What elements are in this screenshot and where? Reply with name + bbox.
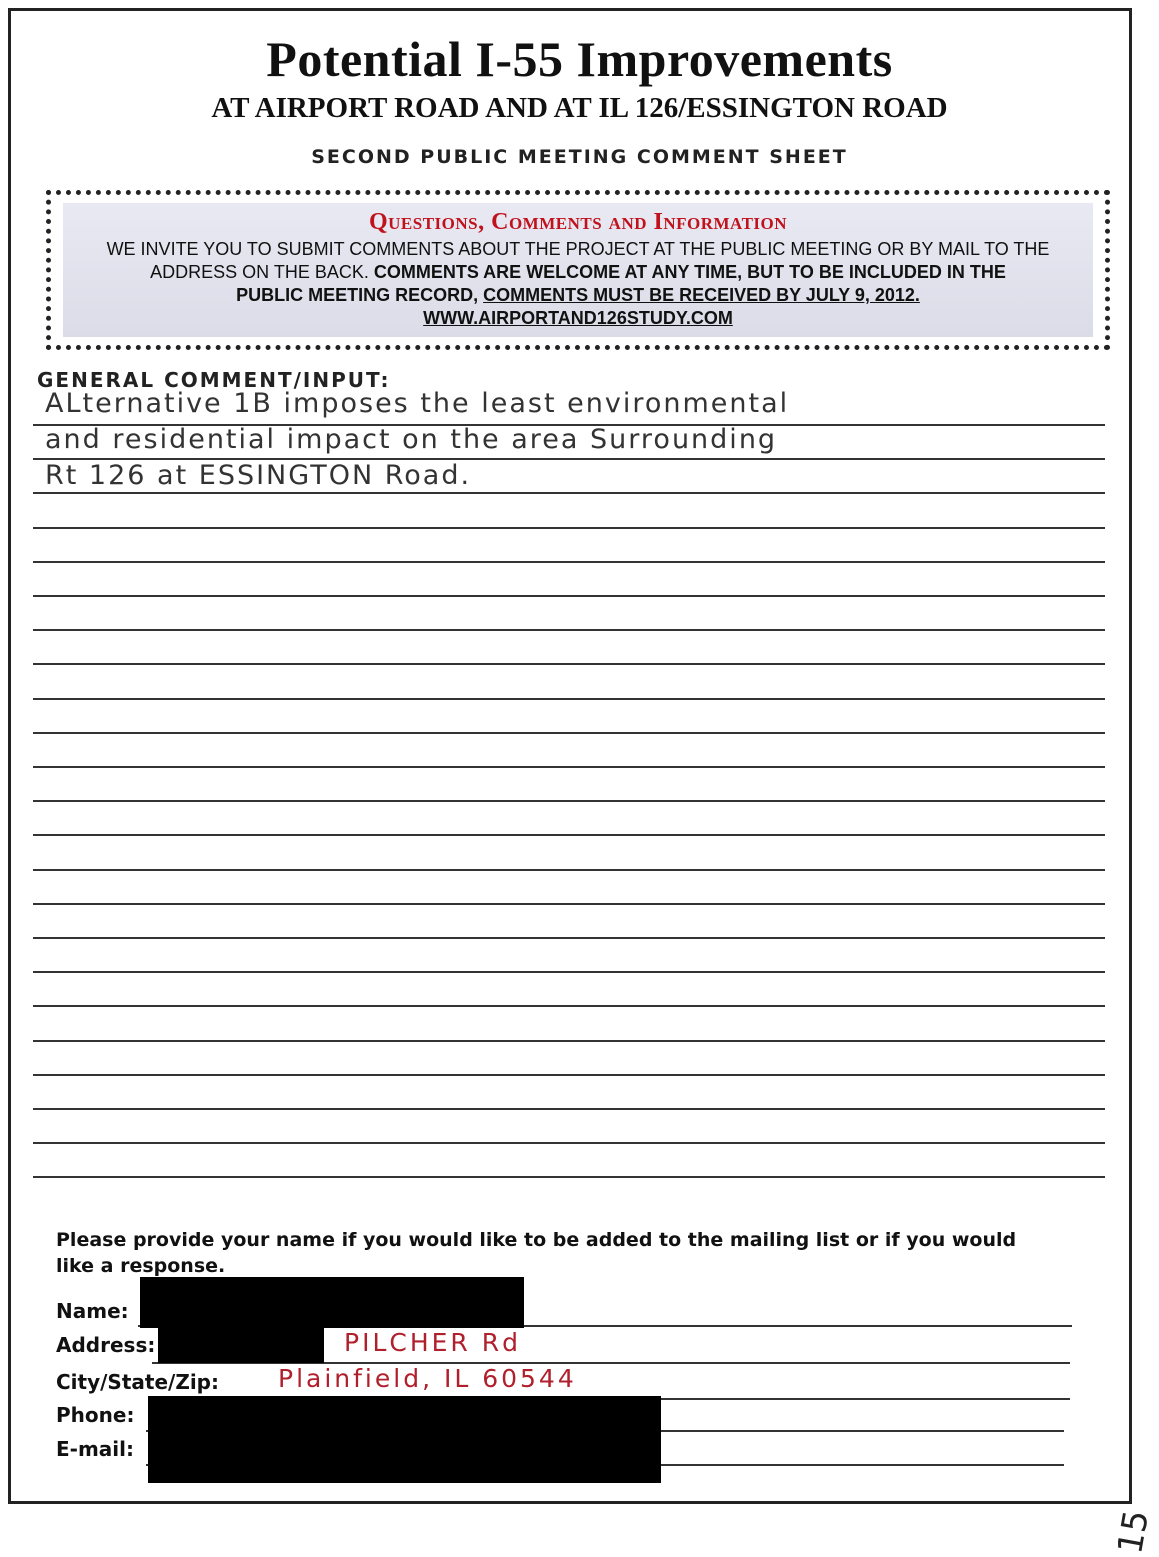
comment-line-1: ALternative 1B imposes the least environmental — [45, 388, 790, 419]
comment-rule — [33, 732, 1105, 734]
comment-rule — [33, 971, 1105, 973]
info-box — [46, 190, 1110, 350]
info-heading: Questions, Comments and Information — [368, 209, 788, 235]
sheet-label: SECOND PUBLIC MEETING COMMENT SHEET — [311, 146, 848, 168]
page-subtitle: AT AIRPORT ROAD AND AT IL 126/ESSINGTON ROAD — [211, 92, 948, 124]
address-label: Address: — [56, 1333, 156, 1357]
comment-rule — [33, 698, 1105, 700]
page-number: 15 — [1110, 1507, 1158, 1557]
info-text — [71, 238, 1085, 330]
comment-rule — [33, 424, 1105, 426]
info-line-2 — [71, 261, 1085, 284]
comment-rule — [33, 800, 1105, 802]
page-title: Potential I-55 Improvements — [266, 31, 893, 87]
comment-rule — [33, 527, 1105, 529]
comment-rule — [33, 834, 1105, 836]
address-value: PILCHER Rd — [344, 1328, 521, 1357]
comment-line-3: Rt 126 at ESSINGTON Road. — [45, 460, 472, 491]
info-line-2a: ADDRESS ON THE BACK. — [150, 262, 369, 282]
info-line-2b: COMMENTS ARE WELCOME AT ANY TIME, BUT TO BE INCLUDED IN THE — [373, 262, 1006, 282]
general-comment-label: GENERAL COMMENT/INPUT: — [37, 368, 391, 392]
comment-rule — [33, 869, 1105, 871]
comment-rule — [33, 1005, 1105, 1007]
comment-rule — [33, 1176, 1105, 1178]
comment-rule — [33, 1142, 1105, 1144]
comment-rule — [33, 1108, 1105, 1110]
mailing-list-note: Please provide your name if you would like to be added to the mailing list or if you would like a response. — [56, 1229, 1017, 1277]
name-label: Name: — [56, 1299, 129, 1323]
comment-rule — [33, 595, 1105, 597]
info-line-1: WE INVITE YOU TO SUBMIT COMMENTS ABOUT THE PROJECT AT THE PUBLIC MEETING OR BY MAIL TO THE — [106, 239, 1050, 259]
comment-rule — [33, 903, 1105, 905]
redaction-phone-email — [148, 1396, 661, 1483]
phone-label: Phone: — [56, 1403, 135, 1427]
comment-rule — [33, 458, 1105, 460]
comment-rule — [33, 937, 1105, 939]
comment-rule — [33, 561, 1105, 563]
info-url-link[interactable]: WWW.AIRPORTAND126STUDY.COM — [423, 308, 733, 328]
city-state-zip-label: City/State/Zip: — [56, 1370, 219, 1394]
comment-rule — [33, 1040, 1105, 1042]
comment-rule — [33, 663, 1105, 665]
city-state-zip-value: Plainfield, IL 60544 — [278, 1364, 577, 1393]
comment-rule — [33, 629, 1105, 631]
info-deadline: COMMENTS MUST BE RECEIVED BY JULY 9, 2012. — [483, 285, 920, 305]
info-content — [71, 209, 1085, 330]
comment-rule — [33, 492, 1105, 494]
redaction-address — [158, 1326, 324, 1363]
email-label: E-mail: — [56, 1437, 135, 1461]
redaction-name — [140, 1277, 524, 1328]
comment-rule — [33, 1074, 1105, 1076]
info-line-3 — [71, 284, 1085, 307]
comment-line-2: and residential impact on the area Surrounding — [45, 424, 778, 455]
info-line-3a: PUBLIC MEETING RECORD, — [236, 285, 479, 305]
comment-rule — [33, 766, 1105, 768]
